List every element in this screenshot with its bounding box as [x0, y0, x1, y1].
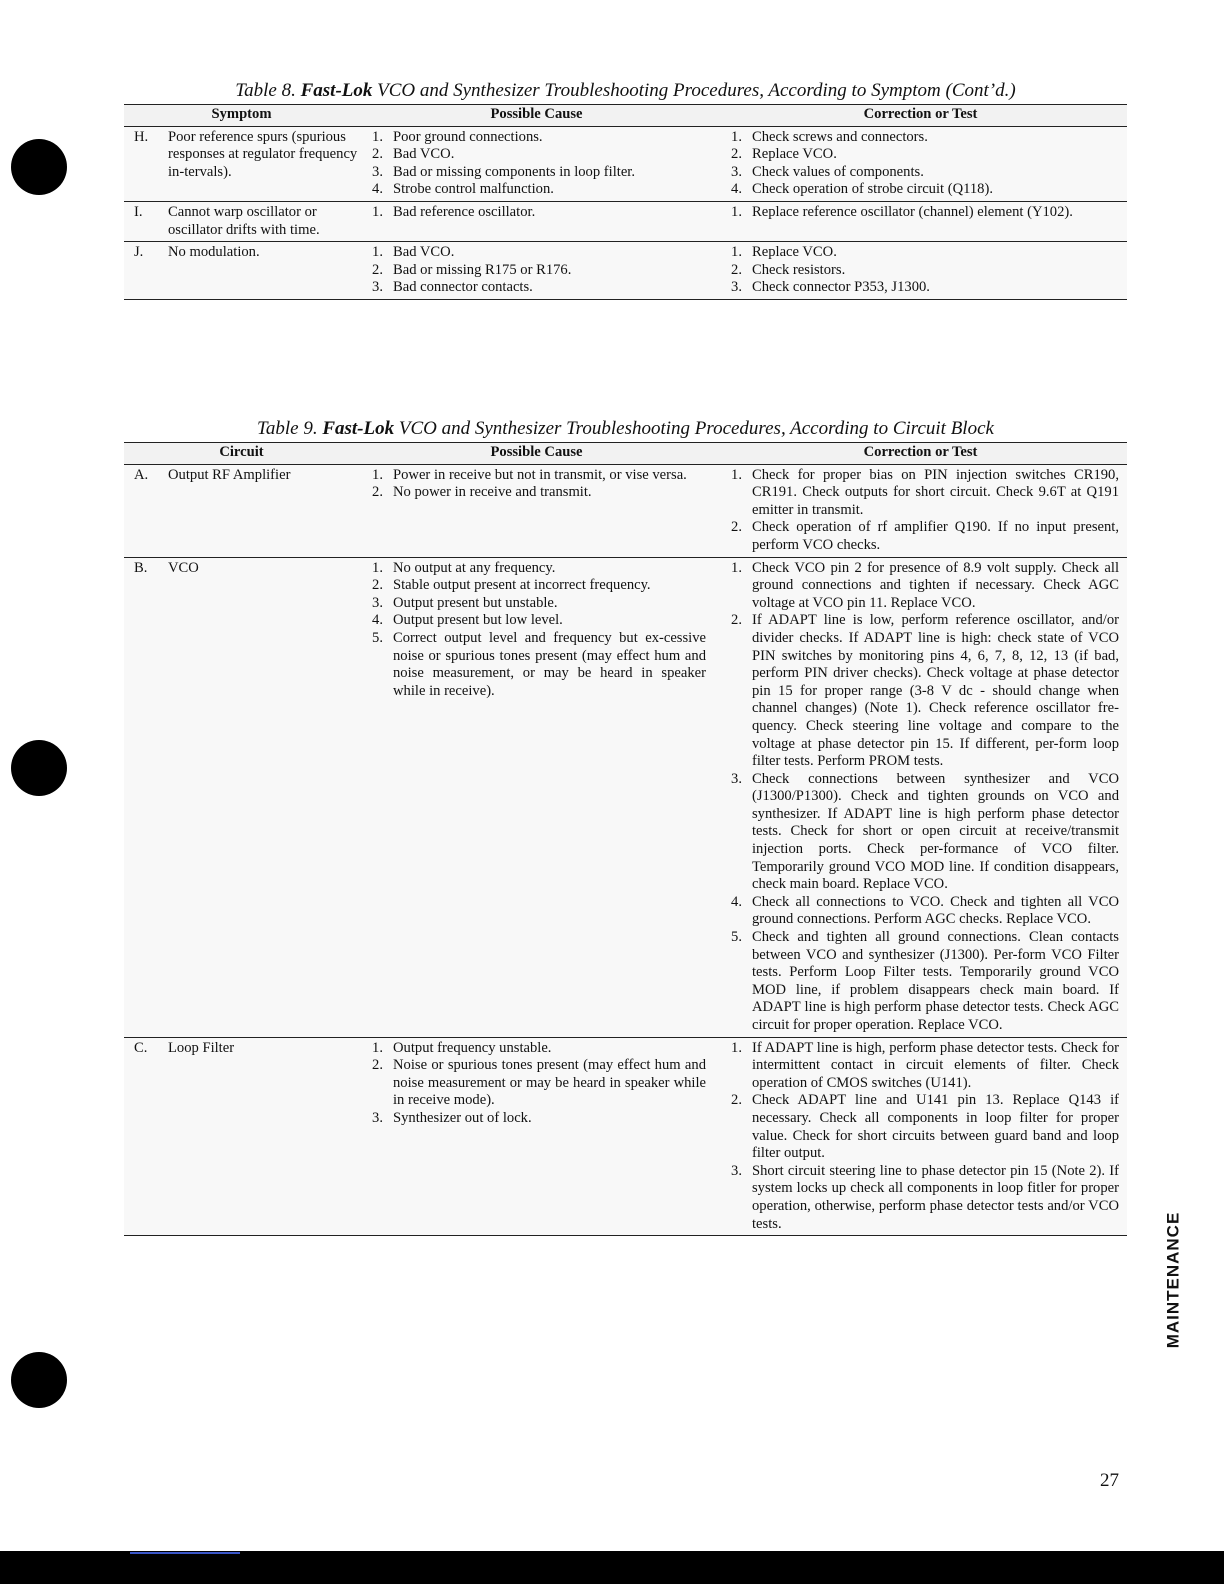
item-text: Check values of components.: [752, 163, 924, 180]
item-text: Stable output present at incorrect frequency.: [393, 577, 651, 594]
table-row: [124, 464, 1127, 557]
item-text: Check all connections to VCO. Check and tighten all VCO ground connections. Perform AGC checks. Replace VCO.: [752, 893, 1119, 928]
list-item: [359, 1057, 714, 1110]
row-label: Loop Filter: [168, 1039, 235, 1056]
list-item: [359, 595, 714, 613]
list-item: [359, 577, 714, 595]
item-text: Power in receive but not in transmit, or vise versa.: [393, 466, 687, 483]
item-number: 1.: [731, 244, 742, 261]
list-item: [714, 771, 1127, 894]
item-number: 2.: [372, 577, 383, 594]
row-label-cell: [124, 1037, 359, 1236]
item-number: 3.: [372, 1109, 383, 1126]
binder-hole-middle: [11, 740, 67, 796]
item-number: 5.: [731, 929, 742, 946]
item-number: 3.: [731, 770, 742, 787]
binder-hole-top: [11, 139, 67, 195]
item-number: 2.: [731, 146, 742, 163]
row-letter: I.: [134, 203, 143, 220]
item-text: Check for proper bias on PIN injection switches CR190, CR191. Check outputs for short circuit. Check 9.6T at Q191 emitter in transmit.: [752, 466, 1119, 518]
item-text: Bad reference oscillator.: [393, 203, 536, 220]
caption-bold: Fast-Lok: [300, 80, 373, 101]
list-item: [359, 164, 714, 182]
item-number: 2.: [731, 612, 742, 629]
side-tab-label: MAINTENANCE: [1163, 1211, 1183, 1349]
header-symptom: Symptom: [124, 105, 359, 127]
item-number: 1.: [731, 1039, 742, 1056]
list-item: [359, 560, 714, 578]
item-number: 1.: [372, 559, 383, 576]
item-number: 3.: [731, 1162, 742, 1179]
item-number: 1.: [372, 1039, 383, 1056]
table-header-row: [124, 443, 1127, 465]
item-text: Replace VCO.: [752, 244, 837, 261]
item-text: Correct output level and frequency but ex-cessive noise or spurious tones present (may effect hum and noise measurement, or may be heard in speaker while in receive).: [393, 629, 706, 699]
list-item: [359, 612, 714, 630]
item-number: 4.: [731, 181, 742, 198]
row-label: Poor reference spurs (spurious responses at regulator frequency in-tervals).: [168, 128, 358, 180]
header-circuit: Circuit: [124, 443, 359, 465]
list-item: [359, 262, 714, 280]
caption-bold: Fast-Lok: [322, 418, 395, 439]
item-number: 5.: [372, 629, 383, 646]
item-text: Short circuit steering line to phase detector pin 15 (Note 2). If system locks up check all components in loop fitler for proper operation, otherwise, perform phase detector tests and/or VCO tests.: [752, 1162, 1119, 1232]
item-number: 2.: [372, 261, 383, 278]
item-number: 2.: [731, 261, 742, 278]
table-row: [124, 201, 1127, 241]
item-number: 2.: [372, 484, 383, 501]
row-label-cell: [124, 464, 359, 557]
caption-prefix: Table 9.: [257, 418, 318, 439]
item-text: Replace VCO.: [752, 146, 837, 163]
item-number: 4.: [731, 893, 742, 910]
table-8-body: [124, 126, 1127, 299]
row-label-cell: [124, 126, 359, 201]
row-label-cell: [124, 201, 359, 241]
list-item: [714, 164, 1127, 182]
list-item: [714, 279, 1127, 297]
item-number: 1.: [372, 203, 383, 220]
row-label: Output RF Amplifier: [168, 466, 291, 483]
table-row: [124, 557, 1127, 1037]
list-item: [359, 1040, 714, 1058]
cause-cell: [359, 1037, 714, 1236]
item-text: Poor ground connections.: [393, 128, 543, 145]
item-number: 2.: [372, 1057, 383, 1074]
caption-rest: VCO and Synthesizer Troubleshooting Procedures, According to Symptom (Cont’d.): [377, 80, 1016, 101]
header-possible-cause: Possible Cause: [359, 443, 714, 465]
list-item: [714, 146, 1127, 164]
side-tab: [1158, 1210, 1188, 1350]
item-text: Bad VCO.: [393, 146, 455, 163]
list-item: [714, 181, 1127, 199]
cause-cell: [359, 557, 714, 1037]
row-letter: B.: [134, 559, 148, 576]
row-label: VCO: [168, 559, 199, 576]
item-number: 4.: [372, 612, 383, 629]
list-item: [359, 467, 714, 485]
item-text: Check connections between synthesizer and VCO (J1300/P1300). Check and tighten grounds on VCO and synthesizer. If ADAPT line is high perform phase detector tests. Check for short or open circuit at receive/transmit injection ports. Check per-formance of VCO filter. Temporarily ground VCO MOD line. If condition disappears, check main board. Replace VCO.: [752, 770, 1119, 893]
row-label-cell: [124, 242, 359, 300]
item-text: Check ADAPT line and U141 pin 13. Replace Q143 if necessary. Check all components in loop filter for proper value. Check for short circuits between guard band and loop filter output.: [752, 1092, 1119, 1162]
list-item: [714, 1040, 1127, 1093]
item-number: 1.: [372, 244, 383, 261]
item-text: Synthesizer out of lock.: [393, 1109, 532, 1126]
item-text: Noise or spurious tones present (may effect hum and noise measurement or may be heard in speaker while in receive mode).: [393, 1057, 706, 1109]
item-number: 1.: [731, 466, 742, 483]
item-number: 3.: [372, 594, 383, 611]
list-item: [359, 630, 714, 700]
list-item: [714, 894, 1127, 929]
item-number: 2.: [372, 146, 383, 163]
item-number: 3.: [372, 163, 383, 180]
item-number: 1.: [372, 128, 383, 145]
test-cell: [714, 1037, 1127, 1236]
list-item: [714, 1163, 1127, 1233]
item-number: 2.: [731, 519, 742, 536]
item-number: 1.: [372, 466, 383, 483]
item-number: 3.: [731, 279, 742, 296]
list-item: [714, 262, 1127, 280]
item-text: Bad connector contacts.: [393, 279, 533, 296]
item-number: 1.: [731, 203, 742, 220]
list-item: [714, 467, 1127, 520]
row-letter: A.: [134, 466, 149, 483]
list-item: [359, 484, 714, 502]
item-text: Check connector P353, J1300.: [752, 279, 930, 296]
item-text: Check VCO pin 2 for presence of 8.9 volt supply. Check all ground connections and tighten if necessary. Check AGC voltage at VCO pin 11. Replace VCO.: [752, 559, 1119, 611]
table-row: [124, 242, 1127, 300]
item-number: 3.: [372, 279, 383, 296]
list-item: [714, 204, 1127, 222]
header-possible-cause: Possible Cause: [359, 105, 714, 127]
list-item: [714, 244, 1127, 262]
item-number: 1.: [731, 559, 742, 576]
list-item: [714, 560, 1127, 613]
table-9-caption: [124, 418, 1127, 440]
item-text: Bad VCO.: [393, 244, 455, 261]
page-number: 27: [1100, 1470, 1119, 1491]
item-text: No output at any frequency.: [393, 559, 556, 576]
list-item: [359, 146, 714, 164]
list-item: [714, 1092, 1127, 1162]
item-number: 1.: [731, 128, 742, 145]
item-text: Bad or missing R175 or R176.: [393, 261, 572, 278]
item-text: Check and tighten all ground connections. Clean contacts between VCO and synthesizer (J1300). Per-form VCO Filter tests. Perform Loop Filter tests. Temporarily ground VCO MOD line, if problem disappears check main board. If ADAPT line is high perform phase detector tests. Check AGC circuit for proper operation. Replace VCO.: [752, 929, 1119, 1033]
item-text: Output frequency unstable.: [393, 1039, 552, 1056]
cause-cell: [359, 242, 714, 300]
item-text: Output present but unstable.: [393, 594, 558, 611]
item-number: 2.: [731, 1092, 742, 1109]
list-item: [714, 519, 1127, 554]
binder-hole-bottom: [11, 1352, 67, 1408]
row-label: Cannot warp oscillator or oscillator drifts with time.: [168, 203, 320, 238]
test-cell: [714, 242, 1127, 300]
list-item: [714, 612, 1127, 770]
item-text: Check screws and connectors.: [752, 128, 928, 145]
row-letter: C.: [134, 1039, 148, 1056]
table-8-caption: [124, 80, 1127, 102]
header-correction: Correction or Test: [714, 105, 1127, 127]
caption-prefix: Table 8.: [235, 80, 296, 101]
cause-cell: [359, 201, 714, 241]
caption-rest: VCO and Synthesizer Troubleshooting Procedures, According to Circuit Block: [398, 418, 994, 439]
item-text: Check resistors.: [752, 261, 846, 278]
row-label: No modulation.: [168, 244, 260, 261]
item-text: No power in receive and transmit.: [393, 484, 592, 501]
list-item: [359, 1110, 714, 1128]
item-text: Replace reference oscillator (channel) element (Y102).: [752, 203, 1073, 220]
table-9: [124, 418, 1127, 1236]
list-item: [359, 181, 714, 199]
item-number: 3.: [731, 163, 742, 180]
item-number: 4.: [372, 181, 383, 198]
item-text: Output present but low level.: [393, 612, 563, 629]
table-9-grid: [124, 442, 1127, 1236]
table-row: [124, 126, 1127, 201]
list-item: [359, 244, 714, 262]
bottom-edge: [0, 1551, 1224, 1584]
row-letter: H.: [134, 128, 149, 145]
row-letter: J.: [134, 244, 144, 261]
list-item: [714, 929, 1127, 1035]
item-text: Check operation of strobe circuit (Q118).: [752, 181, 993, 198]
item-text: If ADAPT line is low, perform reference oscillator, and/or divider checks. If ADAPT line is high: check state of VCO PIN switches by monitoring pins 4, 6, 7, 8, 12, 13 (if bad, perform PIN driver checks). Check voltage at phase detector pin 15 for proper range (3-8 V dc - should change when channel changes) (Note 1). Check reference oscillator fre-quency. Check steering line voltage and compare to the voltage at phase detector pin 15. If different, per-form loop filter tests. Perform PROM tests.: [752, 612, 1119, 770]
test-cell: [714, 201, 1127, 241]
list-item: [359, 279, 714, 297]
item-text: Check operation of rf amplifier Q190. If no input present, perform VCO checks.: [752, 519, 1119, 553]
item-text: Strobe control malfunction.: [393, 181, 554, 198]
table-8: [124, 80, 1127, 300]
table-header-row: [124, 105, 1127, 127]
test-cell: [714, 464, 1127, 557]
item-text: Bad or missing components in loop filter.: [393, 163, 635, 180]
test-cell: [714, 126, 1127, 201]
cause-cell: [359, 126, 714, 201]
table-row: [124, 1037, 1127, 1236]
list-item: [359, 129, 714, 147]
test-cell: [714, 557, 1127, 1037]
cause-cell: [359, 464, 714, 557]
table-9-body: [124, 464, 1127, 1236]
list-item: [359, 204, 714, 222]
table-8-grid: [124, 104, 1127, 300]
row-label-cell: [124, 557, 359, 1037]
list-item: [714, 129, 1127, 147]
item-text: If ADAPT line is high, perform phase detector tests. Check for intermittent contact in circuit elements of filter. Check operation of CMOS switches (U141).: [752, 1039, 1119, 1091]
header-correction: Correction or Test: [714, 443, 1127, 465]
